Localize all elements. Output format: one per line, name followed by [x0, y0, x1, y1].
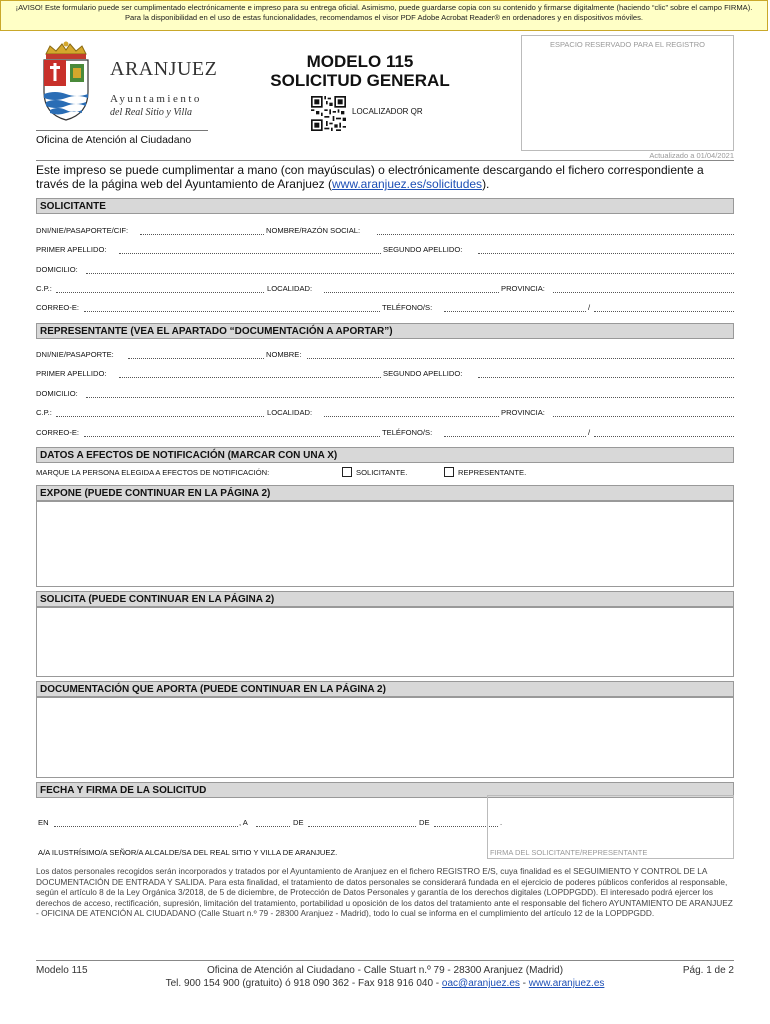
domicilio-label: DOMICILIO:	[36, 389, 78, 398]
telefono-label: TELÉFONO/S:	[382, 428, 433, 437]
localidad-label: LOCALIDAD:	[267, 408, 313, 417]
footer-phones: Tel. 900 154 900 (gratuito) ó 918 090 362 - Fax 918 916 040 -	[165, 978, 442, 989]
representante-telefono1-field[interactable]	[444, 436, 586, 437]
solicita-textarea[interactable]	[36, 607, 734, 677]
solicitante-dni-field[interactable]	[140, 234, 264, 235]
signature-label: FIRMA DEL SOLICITANTE/REPRESENTANTE	[490, 848, 648, 857]
de2-label: DE	[419, 818, 430, 827]
intro-text	[36, 163, 736, 191]
header-divider	[36, 160, 734, 161]
dni-label: DNI/NIE/PASAPORTE:	[36, 350, 114, 359]
section-notificacion-header: DATOS A EFECTOS DE NOTIFICACIÓN (MARCAR CON UNA X)	[36, 447, 734, 463]
section-representante-header: REPRESENTANTE (VEA EL APARTADO “DOCUMENTACIÓN A APORTAR”)	[36, 323, 734, 339]
updated-date: Actualizado a 01/04/2021	[649, 151, 734, 160]
apellido2-label: SEGUNDO APELLIDO:	[383, 245, 463, 254]
section-expone-header: EXPONE (PUEDE CONTINUAR EN LA PÁGINA 2)	[36, 485, 734, 501]
aranjuez-coat-of-arms-logo	[36, 40, 96, 124]
apellido1-label: PRIMER APELLIDO:	[36, 369, 107, 378]
footer-email-link[interactable]: oac@aranjuez.es	[441, 978, 520, 989]
en-label: EN	[38, 818, 49, 827]
firma-month-field[interactable]	[308, 826, 416, 827]
de1-label: DE	[293, 818, 304, 827]
domicilio-label: DOMICILIO:	[36, 265, 78, 274]
footer-web-link[interactable]: www.aranjuez.es	[528, 978, 605, 989]
addressee-text: A/A ILUSTRÍSIMO/A SEÑOR/A ALCALDE/SA DEL REAL SITIO Y VILLA DE ARANJUEZ.	[38, 848, 338, 857]
form-title-model: MODELO 115	[306, 52, 414, 71]
notice-banner: ¡AVISO! Este formulario puede ser cumplimentado electrónicamente e impreso para su entrega oficial. Asimismo, puede guardarse copia con su contenido y firmarse digitalmente (haciendo “clic” sobre el campo FIRMA). Para la disponibilidad en el uso de estas funcionalidades, recomendamos el visor PDF Adobe Acrobat Reader® en ordenadores y en dispositivos móviles.	[0, 0, 768, 31]
qr-locator-label: LOCALIZADOR QR	[352, 107, 423, 116]
representante-localidad-field[interactable]	[324, 416, 499, 417]
apellido1-label: PRIMER APELLIDO:	[36, 245, 107, 254]
solicitante-apellido2-field[interactable]	[478, 253, 734, 254]
representante-apellido2-field[interactable]	[478, 377, 734, 378]
nombre-label: NOMBRE/RAZÓN SOCIAL:	[266, 226, 361, 235]
nombre-label: NOMBRE:	[266, 350, 302, 359]
footer-divider	[36, 960, 734, 961]
representante-dni-field[interactable]	[128, 358, 264, 359]
privacy-notice: Los datos personales recogidos serán incorporados y tratados por el Ayuntamiento de Aranjuez en el fichero REGISTRO E/S, cuya finalidad es el SEGUIMIENTO Y CONTROL DE LA DOCUMENTACIÓN DE ENTRADA Y SALIDA. Para esta finalidad, el tratamiento de datos personales se considerará fundada en el ejercicio de poderes públicos conferidos al responsable, según el artículo 8 de la Ley Orgánica 3/2018, de 5 de diciembre, de Protección de Datos Personales y garantía de los derechos digitales (LOPDPGDD). El interesado podrá ejercer los derechos de acceso, rectificación, supresión, limitación del tratamiento, portabilidad u oposición de los datos del tratamiento ante el responsable del fichero AYUNTAMIENTO DE ARANJUEZ - OFICINA DE ATENCIÓN AL CIUDADANO (Calle Stuart n.º 79 - 28300 Aranjuez - Madrid), todo lo cual se informa en el cumplimiento del artículo 12 de la LOPDPGDD.	[36, 866, 733, 919]
representante-telefono2-field[interactable]	[594, 436, 734, 437]
expone-textarea[interactable]	[36, 501, 734, 587]
telefono-slash: /	[588, 303, 591, 312]
ayuntamiento-label: Ayuntamiento	[110, 93, 202, 105]
section-documentacion-header: DOCUMENTACIÓN QUE APORTA (PUEDE CONTINUAR EN LA PÁGINA 2)	[36, 681, 734, 697]
footer-page-number: Pág. 1 de 2	[682, 965, 734, 976]
footer-model: Modelo 115	[36, 965, 88, 976]
solicitante-provincia-field[interactable]	[553, 292, 734, 293]
solicitudes-link[interactable]: www.aranjuez.es/solicitudes	[331, 177, 483, 191]
representante-checkbox[interactable]	[444, 467, 454, 478]
firma-place-field[interactable]	[54, 826, 238, 827]
provincia-label: PROVINCIA:	[501, 408, 545, 417]
telefono-slash: /	[588, 428, 591, 437]
footer-contact-line	[36, 978, 734, 989]
cp-label: C.P.:	[36, 284, 52, 293]
representante-nombre-field[interactable]	[307, 358, 734, 359]
section-solicita-header: SOLICITA (PUEDE CONTINUAR EN LA PÁGINA 2)	[36, 591, 734, 607]
representante-cp-field[interactable]	[56, 416, 264, 417]
date-dot: .	[500, 818, 503, 827]
registry-reserved-box: ESPACIO RESERVADO PARA EL REGISTRO	[521, 35, 734, 151]
solicitante-correo-field[interactable]	[84, 311, 380, 312]
solicitante-nombre-field[interactable]	[377, 234, 734, 235]
intro-end: ).	[482, 177, 490, 191]
solicitante-option-label: SOLICITANTE.	[356, 468, 408, 477]
real-sitio-label: del Real Sitio y Villa	[110, 107, 193, 118]
notificacion-prompt: MARQUE LA PERSONA ELEGIDA A EFECTOS DE NOTIFICACIÓN:	[36, 468, 270, 477]
solicitante-telefono2-field[interactable]	[594, 311, 734, 312]
apellido2-label: SEGUNDO APELLIDO:	[383, 369, 463, 378]
provincia-label: PROVINCIA:	[501, 284, 545, 293]
solicitante-apellido1-field[interactable]	[119, 253, 381, 254]
representante-correo-field[interactable]	[84, 436, 380, 437]
section-firma-header: FECHA Y FIRMA DE LA SOLICITUD	[36, 782, 734, 798]
footer-sep: -	[519, 978, 529, 989]
solicitante-telefono1-field[interactable]	[444, 311, 586, 312]
city-name: ARANJUEZ	[110, 58, 218, 80]
solicitante-localidad-field[interactable]	[324, 292, 499, 293]
qr-code-icon	[311, 96, 346, 131]
localidad-label: LOCALIDAD:	[267, 284, 313, 293]
representante-provincia-field[interactable]	[553, 416, 734, 417]
form-title-name: SOLICITUD GENERAL	[270, 71, 450, 90]
firma-day-field[interactable]	[256, 826, 290, 827]
telefono-label: TELÉFONO/S:	[382, 303, 433, 312]
correo-label: CORREO-E:	[36, 428, 80, 437]
cp-label: C.P.:	[36, 408, 52, 417]
documentacion-textarea[interactable]	[36, 697, 734, 778]
solicitante-domicilio-field[interactable]	[86, 273, 734, 274]
footer-address: Oficina de Atención al Ciudadano - Calle Stuart n.º 79 - 28300 Aranjuez (Madrid)	[206, 965, 564, 976]
office-divider	[36, 130, 208, 131]
a-label: , A	[239, 818, 248, 827]
section-solicitante-header: SOLICITANTE	[36, 198, 734, 214]
representante-apellido1-field[interactable]	[119, 377, 381, 378]
office-name: Oficina de Atención al Ciudadano	[36, 134, 192, 146]
representante-option-label: REPRESENTANTE.	[458, 468, 527, 477]
solicitante-checkbox[interactable]	[342, 467, 352, 478]
solicitante-cp-field[interactable]	[56, 292, 264, 293]
dni-label: DNI/NIE/PASAPORTE/CIF:	[36, 226, 129, 235]
intro-body: Este impreso se puede cumplimentar a mano (con mayúsculas) o electrónicamente descargando el fichero correspondiente a través de la página web del Ayuntamiento de Aranjuez (	[36, 163, 704, 191]
correo-label: CORREO-E:	[36, 303, 80, 312]
representante-domicilio-field[interactable]	[86, 397, 734, 398]
